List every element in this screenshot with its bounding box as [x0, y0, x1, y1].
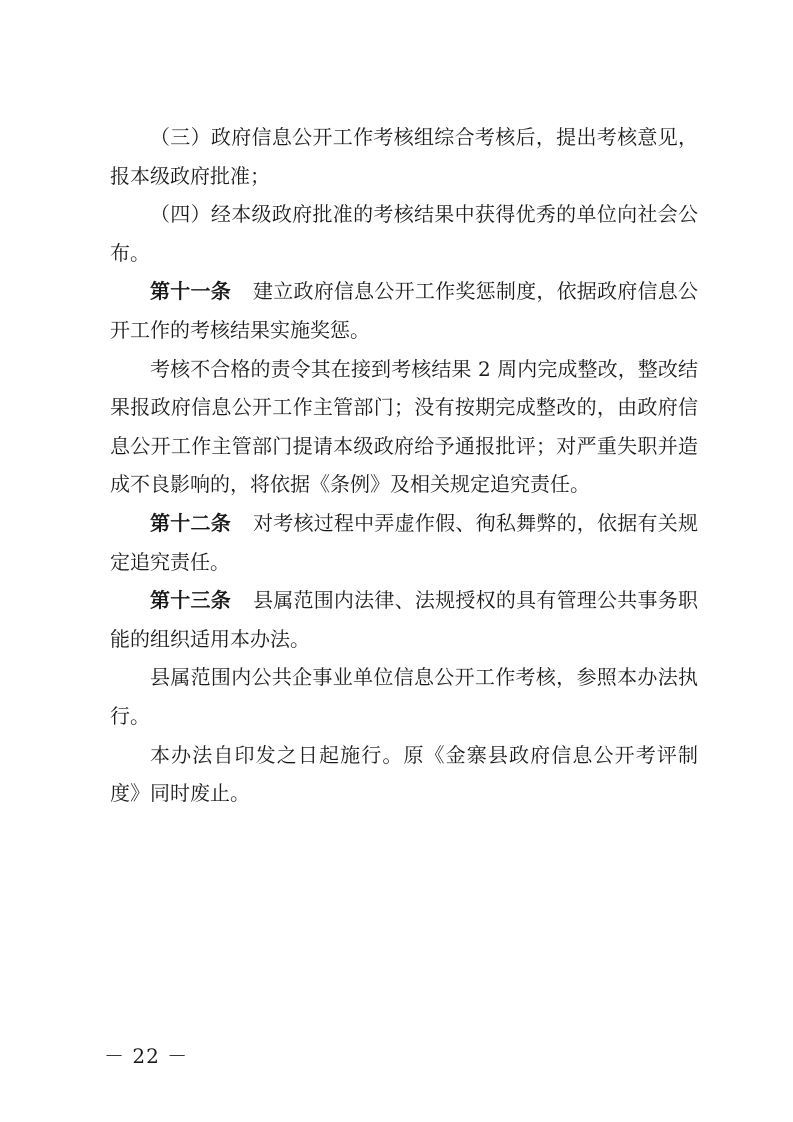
article-13-paragraph-2: [110, 658, 698, 735]
article-11: [110, 272, 698, 349]
paragraph-text: （四）经本级政府批准的考核结果中获得优秀的单位向社会公布。: [110, 202, 698, 265]
paragraph-text: 县属范围内公共企事业单位信息公开工作考核，参照本办法执行。: [110, 665, 698, 728]
article-number: 第十三条: [150, 588, 231, 613]
paragraph-text: 对考核过程中弄虚作假、徇私舞弊的，依据有关规定追究责任。: [110, 510, 699, 574]
paragraph-item-4: [110, 195, 698, 272]
article-11-paragraph-2: [110, 350, 698, 504]
paragraph-text: （三）政府信息公开工作考核组综合考核后，提出考核意见，报本级政府批准；: [110, 125, 698, 188]
paragraph-text: 县属范围内法律、法规授权的具有管理公共事务职能的组织适用本办法。: [110, 588, 699, 651]
article-number: 第十二条: [150, 510, 231, 535]
page-number: － 22 －: [104, 1044, 189, 1068]
article-13: [110, 581, 698, 658]
paragraph-item-3: [110, 118, 698, 195]
paragraph-text: 建立政府信息公开工作奖惩制度，依据政府信息公开工作的考核结果实施奖惩。: [110, 279, 699, 342]
paragraph-text: 本办法自印发之日起施行。原《金寨县政府信息公开考评制度》同时废止。: [110, 742, 698, 806]
article-12: [110, 504, 698, 581]
effective-date-paragraph: [110, 736, 698, 813]
paragraph-text: 考核不合格的责令其在接到考核结果 2 周内完成整改，整改结果报政府信息公开工作主管部门；没有按期完成整改的，由政府信息公开工作主管部门提请本级政府给予通报批评；对严重失职并造成不良影响的，将依据《条例》及相关规定追究责任。: [110, 356, 698, 497]
article-number: 第十一条: [150, 279, 231, 304]
document-body: [110, 118, 698, 813]
